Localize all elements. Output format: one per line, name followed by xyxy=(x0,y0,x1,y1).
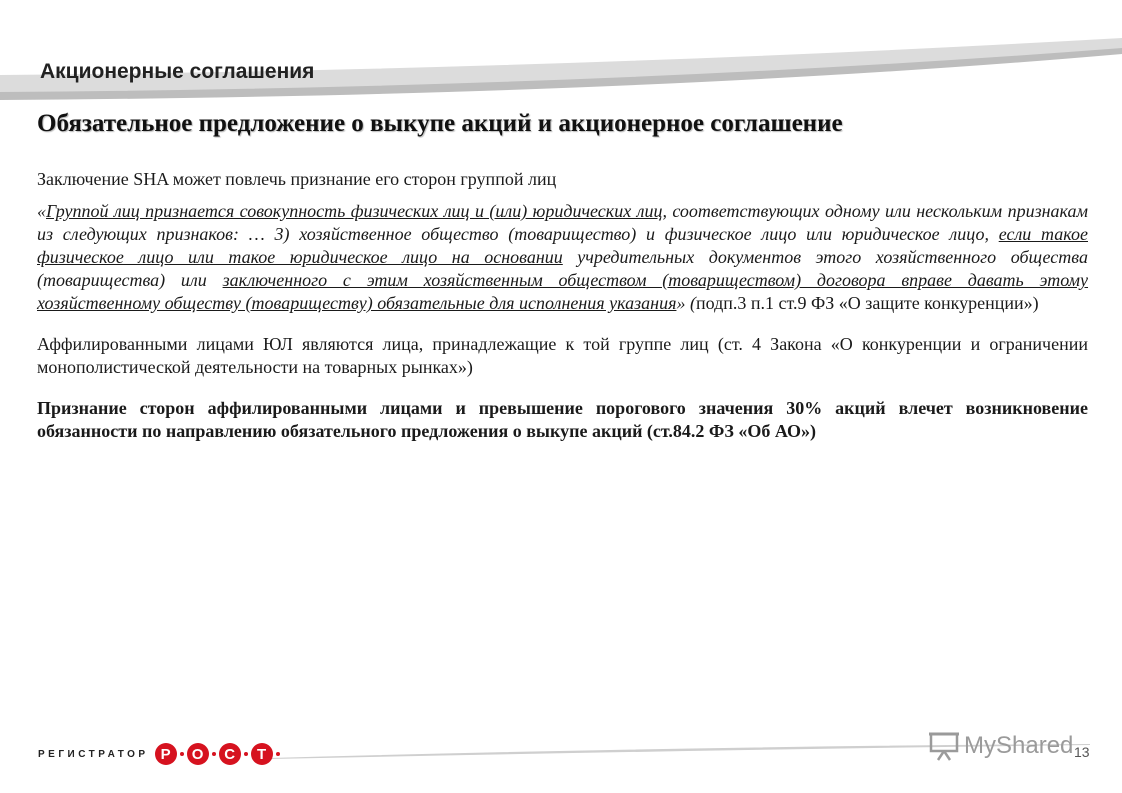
quote-underlined-1: Группой лиц признается совокупность физических лиц и (или) юридических лиц xyxy=(46,201,663,221)
quote-source: подп.3 п.1 ст.9 ФЗ «О защите конкуренции») xyxy=(695,293,1039,313)
header-swoosh xyxy=(0,0,1122,110)
quote-text-2: учредительных документов этого хозяйственного общества (товарищества) или xyxy=(37,247,1088,290)
registrar-rost-logo xyxy=(38,741,283,767)
logo-dot xyxy=(276,752,280,756)
logo-dot xyxy=(180,752,184,756)
logo-letter-r: Р xyxy=(155,743,177,765)
myshared-watermark[interactable] xyxy=(928,730,1073,762)
section-title: Акционерные соглашения xyxy=(40,60,315,83)
slide-title: Обязательное предложение о выкупе акций и акционерное соглашение xyxy=(37,110,843,137)
logo-letter-s: С xyxy=(219,743,241,765)
quote-underlined-2: если такое физическое лицо или такое юридическое лицо на основании xyxy=(37,224,1088,267)
logo-letter-t: Т xyxy=(251,743,273,765)
quote-text-1: , соответствующих одному или нескольким признакам из следующих признаков: … 3) хозяйственное общество (товарищество) и физическое лицо или юридическое лицо, xyxy=(37,201,1088,244)
conclusion-paragraph: Признание сторон аффилированными лицами и превышение порогового значения 30% акций влечет возникновение обязанности по направлению обязательного предложения о выкупе акций (ст.84.2 ФЗ «Об АО») xyxy=(37,398,1088,441)
intro-paragraph: Заключение SHA может повлечь признание его сторон группой лиц xyxy=(37,169,557,189)
logo-letter-o: О xyxy=(187,743,209,765)
quote-open-mark: « xyxy=(37,201,46,221)
presentation-board-icon xyxy=(928,731,960,761)
watermark-text: MyShared xyxy=(964,732,1074,759)
page-number: 13 xyxy=(1074,744,1090,760)
logo-text: РЕГИСТРАТОР xyxy=(38,748,149,760)
logo-dot xyxy=(212,752,216,756)
slide-content xyxy=(37,168,1088,443)
quote-underlined-3: заключенного с этим хозяйственным обществом (товариществом) договора вправе давать этому хозяйственному обществу (товариществу) обязательные для исполнения указания xyxy=(37,270,1089,313)
law-quote-paragraph xyxy=(37,200,1088,315)
affiliated-paragraph: Аффилированными лицами ЮЛ являются лица, принадлежащие к той группе лиц (ст. 4 Закона «О конкуренции и ограничении монополистической деятельности на товарных рынках») xyxy=(37,334,1088,377)
logo-dot xyxy=(244,752,248,756)
quote-text-3: » ( xyxy=(676,293,696,313)
